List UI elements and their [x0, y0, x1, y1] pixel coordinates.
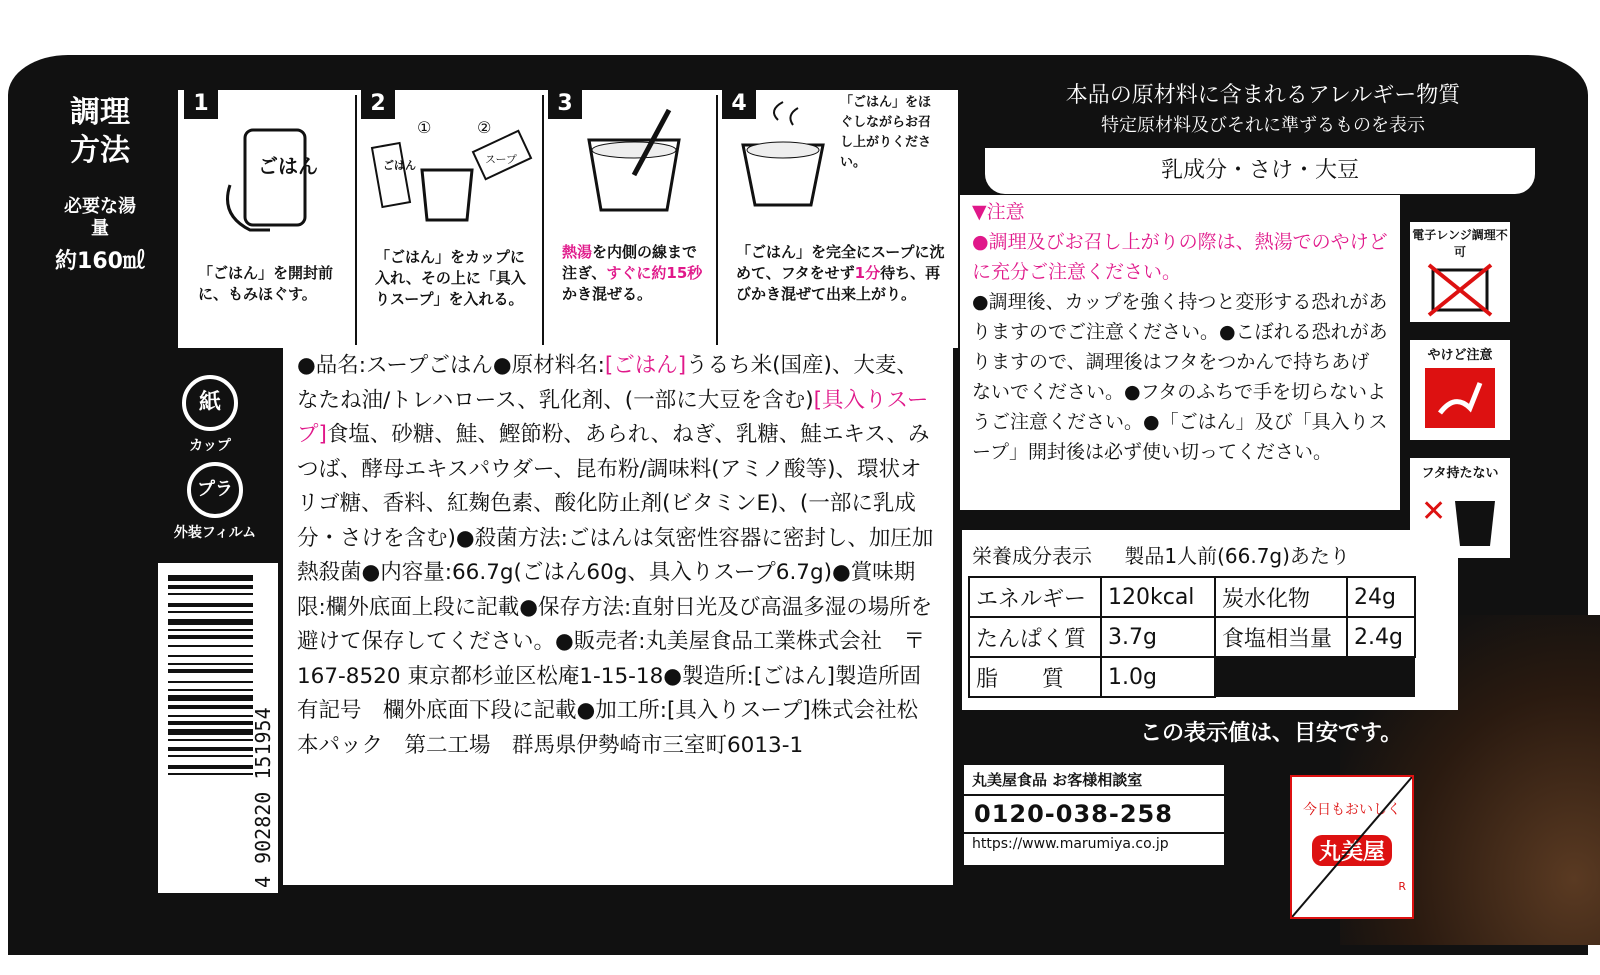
icon-label: 電子レンジ調理不可 [1410, 222, 1510, 260]
barcode-bar [168, 635, 253, 639]
step-number: 3 [548, 89, 582, 119]
cooking-step-2 [357, 91, 544, 345]
caution-panel [960, 195, 1400, 510]
step-number: 4 [722, 89, 756, 119]
cup-stirring-icon [559, 105, 709, 215]
brand-name: 丸美屋 [1312, 835, 1392, 866]
pack-label: ごはん [383, 159, 416, 172]
table-row [969, 617, 1415, 657]
slash-line-icon [1292, 777, 1412, 917]
step-number: 2 [361, 89, 395, 119]
pack-label-2: スープ [485, 153, 517, 166]
nutrient-value: 120kcal [1101, 577, 1215, 617]
nutrient-name [1215, 657, 1347, 697]
brand-slogan: 今日もおいしく [1303, 802, 1401, 818]
plastic-mark-label: 外装フィルム [173, 525, 257, 541]
ingredient-text: 食塩、砂糖、鮭、鰹節粉、あられ、ねぎ、乳糖、鮭エキス、みつば、酵母エキスパウダー、昆布粉/調味料(アミノ酸等)、環状オリゴ糖、香料、紅麹色素、酸化防止剤(ビタミンE)、(一部に乳成分・さけを含む)●殺菌方法:ごはんは気密性容器に密封し、加圧加熱殺菌●内容量:66.7g(ごはん60g、具入りスープ6.7g)●賞味期限:欄外底面上段に記載●保存方法:直射日光及び高温多湿の場所を避けて保存してください。●販売者:丸美屋食品工業株式会社 〒167-8520 東京都杉並区松庵1-15-18●製造所:[ごはん]製造所固有記号 欄外底面下段に記載●加工所:[具入りスープ]株式会社松本パック 第二工場 群馬県伊勢崎市三室町6013-1 [297, 422, 934, 758]
cooking-step-1 [180, 91, 357, 345]
ingredients-panel [283, 345, 953, 885]
step-text: 「ごはん」をカップに入れ、その上に「具入りスープ」を入れる。 [375, 248, 526, 308]
step-text-part: 「ごはん」を完全にスープに沈めて、フタをせず [736, 243, 945, 282]
barcode-bar [168, 695, 253, 701]
step-number: 1 [184, 89, 218, 119]
barcode-bar [168, 645, 253, 647]
nutrition-title: 栄養成分表示 [972, 544, 1092, 568]
recycle-arrows-icon: 紙 [182, 375, 238, 431]
contact-name: 丸美屋食品 お客様相談室 [964, 765, 1224, 796]
nutrient-name: 食塩相当量 [1215, 617, 1347, 657]
nutrient-value: 2.4g [1347, 617, 1415, 657]
nutrition-panel [962, 530, 1458, 710]
table-row [969, 657, 1415, 697]
nutrient-name: たんぱく質 [969, 617, 1101, 657]
barcode-bar [168, 593, 253, 595]
hot-liquid-hand-icon [1415, 363, 1505, 433]
step-text-part: 待ち、再びかき混ぜて出来上がり。 [736, 264, 941, 303]
allergen-line-2: 特定原材料及びそれに準ずるものを表示 [1101, 115, 1425, 136]
pack-label: ごはん [258, 154, 318, 178]
nutrition-per: 製品1人前(66.7g)あたり [1124, 544, 1350, 568]
barcode-bar [168, 747, 253, 751]
burn-warning-icon [1408, 338, 1512, 442]
cooking-title: 調理方法 [70, 95, 130, 168]
table-row [969, 577, 1415, 617]
barcode-bar [168, 663, 253, 665]
nutrient-name: エネルギー [969, 577, 1101, 617]
registered-mark: R [1398, 880, 1406, 893]
barcode-bar [168, 575, 253, 581]
barcode-bar [168, 655, 253, 657]
recycle-arrows-icon: プラ [187, 462, 243, 518]
barcode-bar [168, 681, 253, 683]
step-highlight: 1分 [854, 264, 881, 282]
step-text [736, 242, 950, 305]
barcode-bar [168, 689, 253, 691]
caution-heading: ▼注意 [972, 201, 1025, 223]
cup-add-ingredients-icon [367, 115, 537, 225]
ingredient-section-label: [ごはん] [604, 353, 687, 378]
barcode-bar [168, 619, 253, 625]
water-amount: 約160㎖ [55, 249, 145, 274]
ingredients-text [283, 345, 953, 763]
warning-icons [1408, 220, 1518, 574]
nutrient-value: 1.0g [1101, 657, 1215, 697]
paper-mark-label: カップ [189, 438, 231, 454]
step-text-part: かき混ぜる。 [562, 285, 653, 303]
svg-text:✕: ✕ [1421, 494, 1447, 529]
barcode-bar [168, 705, 253, 709]
cooking-step-4 [718, 91, 956, 345]
allergen-line-1: 本品の原材料に含まれるアレルギー物質 [1065, 83, 1461, 108]
barcode-bar [168, 765, 253, 769]
nutrition-note: この表示値は、目安です。 [1140, 721, 1403, 746]
step-highlight: 熱湯 [562, 243, 593, 261]
paper-recycle-mark [165, 375, 255, 455]
barcode-bar [168, 611, 253, 613]
marker-2: ② [477, 118, 492, 137]
step-text: 「ごはん」を開封前に、もみほぐす。 [198, 264, 334, 303]
nutrition-header [962, 530, 1458, 576]
caution-body: ●調理後、カップを強く持つと変形する恐れがありますのでご注意ください。●こぼれる恐れがありますので、調理後はフタをつかんで持ちあげないでください。●フタのふちで手を切らないようご注意ください。●「ごはん」及び「具入りスープ」開封後は必ず使い切ってください。 [972, 291, 1388, 463]
marker-1: ① [417, 118, 432, 137]
barcode-bar [168, 669, 253, 673]
plastic-recycle-mark [160, 462, 270, 542]
no-microwave-icon [1408, 220, 1512, 324]
barcode-bar [168, 729, 253, 735]
barcode [158, 563, 278, 893]
barcode-bar [168, 721, 253, 725]
ingredient-text: ●品名:スープごはん●原材料名: [297, 353, 605, 378]
barcode-bar [168, 715, 253, 717]
hands-kneading-icon [210, 125, 330, 235]
water-label: 必要な湯量 [64, 196, 136, 239]
nutrition-table [968, 576, 1416, 698]
cooking-heading-block [40, 80, 160, 380]
contact-url: https://www.marumiya.co.jp [964, 832, 1224, 854]
caution-highlight: ●調理及びお召し上がりの際は、熱湯でのやけどに充分ご注意ください。 [972, 231, 1388, 283]
barcode-bar [168, 629, 253, 631]
contact-phone: 0120-038-258 [974, 800, 1173, 828]
barcode-bar [168, 585, 253, 589]
ingredient-section-label: [具入りスープ] [297, 387, 929, 447]
barcode-bar [168, 773, 253, 775]
allergen-items: 乳成分・さけ・大豆 [985, 148, 1535, 194]
step-highlight: すぐに約15秒 [606, 264, 703, 282]
barcode-bar [168, 739, 253, 741]
nutrient-value [1347, 657, 1415, 697]
icon-label: フタ持たない [1410, 458, 1510, 481]
nutrient-name: 炭水化物 [1215, 577, 1347, 617]
nutrient-value: 24g [1347, 577, 1415, 617]
microwave-crossed-icon [1415, 260, 1505, 320]
nutrient-value: 3.7g [1101, 617, 1215, 657]
ingredient-text: うるち米(国産)、大麦、なたね油/トレハロース、乳化剤、(一部に大豆を含む) [297, 353, 918, 413]
step-side-text: 「ごはん」をほぐしながらお召し上がりください。 [840, 95, 932, 170]
step-text [562, 242, 710, 305]
barcode-bar [168, 755, 253, 757]
step-text-part: を内側の線まで注ぎ、 [562, 243, 698, 282]
customer-contact [962, 763, 1226, 867]
barcode-bars-icon [158, 563, 278, 893]
icon-label: やけど注意 [1410, 340, 1510, 363]
cup-steaming-icon [728, 100, 838, 210]
cooking-step-3 [544, 91, 718, 345]
nutrient-name: 脂 質 [969, 657, 1101, 697]
barcode-number: 4 902820 151954 [251, 707, 275, 888]
barcode-bar [168, 603, 253, 607]
brand-logo [1290, 775, 1414, 919]
